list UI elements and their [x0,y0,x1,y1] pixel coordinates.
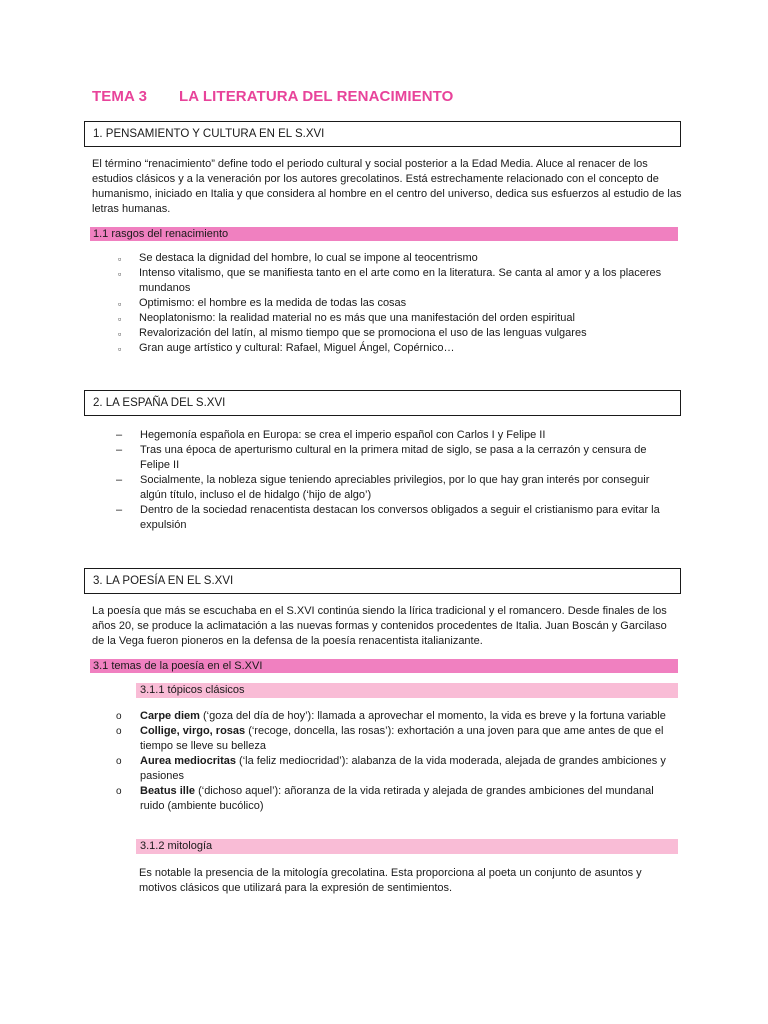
square-bullet-icon: ▫ [118,344,122,354]
list-item: o Carpe diem (‘goza del día de hoy’): llamada a aprovechar el momento, la vida es breve y la fortuna variable [116,710,666,722]
section-2-heading: 2. LA ESPAÑA DEL S.XVI [84,390,681,416]
mitologia-paragraph: Es notable la presencia de la mitología grecolatina. Esta proporciona al poeta un conjunto de asuntos y motivos clásicos que utilizará para la expresión de sentimientos. [139,867,642,894]
list-item: ▫ Neoplatonismo: la realidad material no es más que una manifestación del orden espiritual [118,311,668,326]
subheading-topicos: 3.1.1 tópicos clásicos [136,683,678,698]
section-1-heading: 1. PENSAMIENTO Y CULTURA EN EL S.XVI [84,121,681,147]
list-item: – Dentro de la sociedad renacentista destacan los conversos obligados a seguir el cristianismo para evitar la expulsión [116,504,660,531]
dash-bullet-icon: – [116,429,123,441]
espana-list [116,428,668,533]
section-1-paragraph: El término “renacimiento” define todo el periodo cultural y social posterior a la Edad Media. Aluce al renacer de los estudios clásicos y a la veneración por los autores grecolatinos. Está estrechamente relacionado con el concepto de humanismo, iniciado en Italia y que considera al hombre en el centro del universo, dedica sus esfuerzos al estudio de las letras humanas. [92,158,682,215]
list-item: ▫ Intenso vitalismo, que se manifiesta tanto en el arte como en la literatura. Se canta al amor y a los placeres mundanos [118,267,662,294]
circle-bullet-icon: o [116,756,122,767]
square-bullet-icon: ▫ [118,314,122,324]
subheading-mitologia: 3.1.2 mitología [136,839,678,854]
list-item: ▫ Revalorización del latín, al mismo tiempo que se promociona el uso de las lenguas vulgares [118,326,668,341]
title-number: TEMA 3 [92,88,148,105]
square-bullet-icon: ▫ [118,329,122,339]
list-item: ▫ Optimismo: el hombre es la medida de todas las cosas [118,296,668,311]
section-3-heading: 3. LA POESÍA EN EL S.XVI [84,568,681,594]
dash-bullet-icon: – [116,444,123,456]
rasgos-list [118,251,668,356]
list-item: ▫ Se destaca la dignidad del hombre, lo cual se impone al teocentrismo [118,251,668,266]
section-3-paragraph: La poesía que más se escuchaba en el S.XVI continúa siendo la lírica tradicional y el romancero. Desde finales de los años 20, se produce la aclimatación a las nuevas formas y contenidos procedentes de Italia. Juan Boscán y Garcilaso de la Vega fueron pioneros en la defensa de la poesía renacentista italianizante. [92,605,667,647]
title-text: LA LITERATURA DEL RENACIMIENTO [179,88,454,105]
list-item: – Hegemonía española en Europa: se crea el imperio español con Carlos I y Felipe II [116,429,546,441]
list-item: – Socialmente, la nobleza sigue teniendo apreciables privilegios, por lo que hay gran interés por conseguir algún título, incluso el de hidalgo (‘hijo de algo’) [116,474,650,501]
dash-bullet-icon: – [116,504,123,516]
circle-bullet-icon: o [116,726,122,737]
circle-bullet-icon: o [116,711,122,722]
list-item: o Aurea mediocritas (‘la feliz mediocridad’): alabanza de la vida moderada, alejada de grandes ambiciones y pasiones [116,755,666,782]
square-bullet-icon: ▫ [118,299,122,309]
subheading-temas: 3.1 temas de la poesía en el S.XVI [90,659,678,673]
topicos-list [116,709,668,814]
list-item: o Beatus ille (‘dichoso aquel’): añoranza de la vida retirada y alejada de grandes ambiciones del mundanal ruido (ambiente bucólico) [116,785,654,812]
subheading-rasgos: 1.1 rasgos del renacimiento [90,227,678,241]
list-item: – Tras una época de aperturismo cultural en la primera mitad de siglo, se pasa a la cerrazón y censura de Felipe II [116,444,647,471]
square-bullet-icon: ▫ [118,269,122,279]
list-item: ▫ Gran auge artístico y cultural: Rafael, Miguel Ángel, Copérnico… [118,341,668,356]
dash-bullet-icon: – [116,474,123,486]
page-title [92,88,454,105]
list-item: o Collige, virgo, rosas (‘recoge, doncella, las rosas’): exhortación a una joven para que ame antes de que el tiempo se lleve su belleza [116,725,664,752]
square-bullet-icon: ▫ [118,254,122,264]
circle-bullet-icon: o [116,786,122,797]
